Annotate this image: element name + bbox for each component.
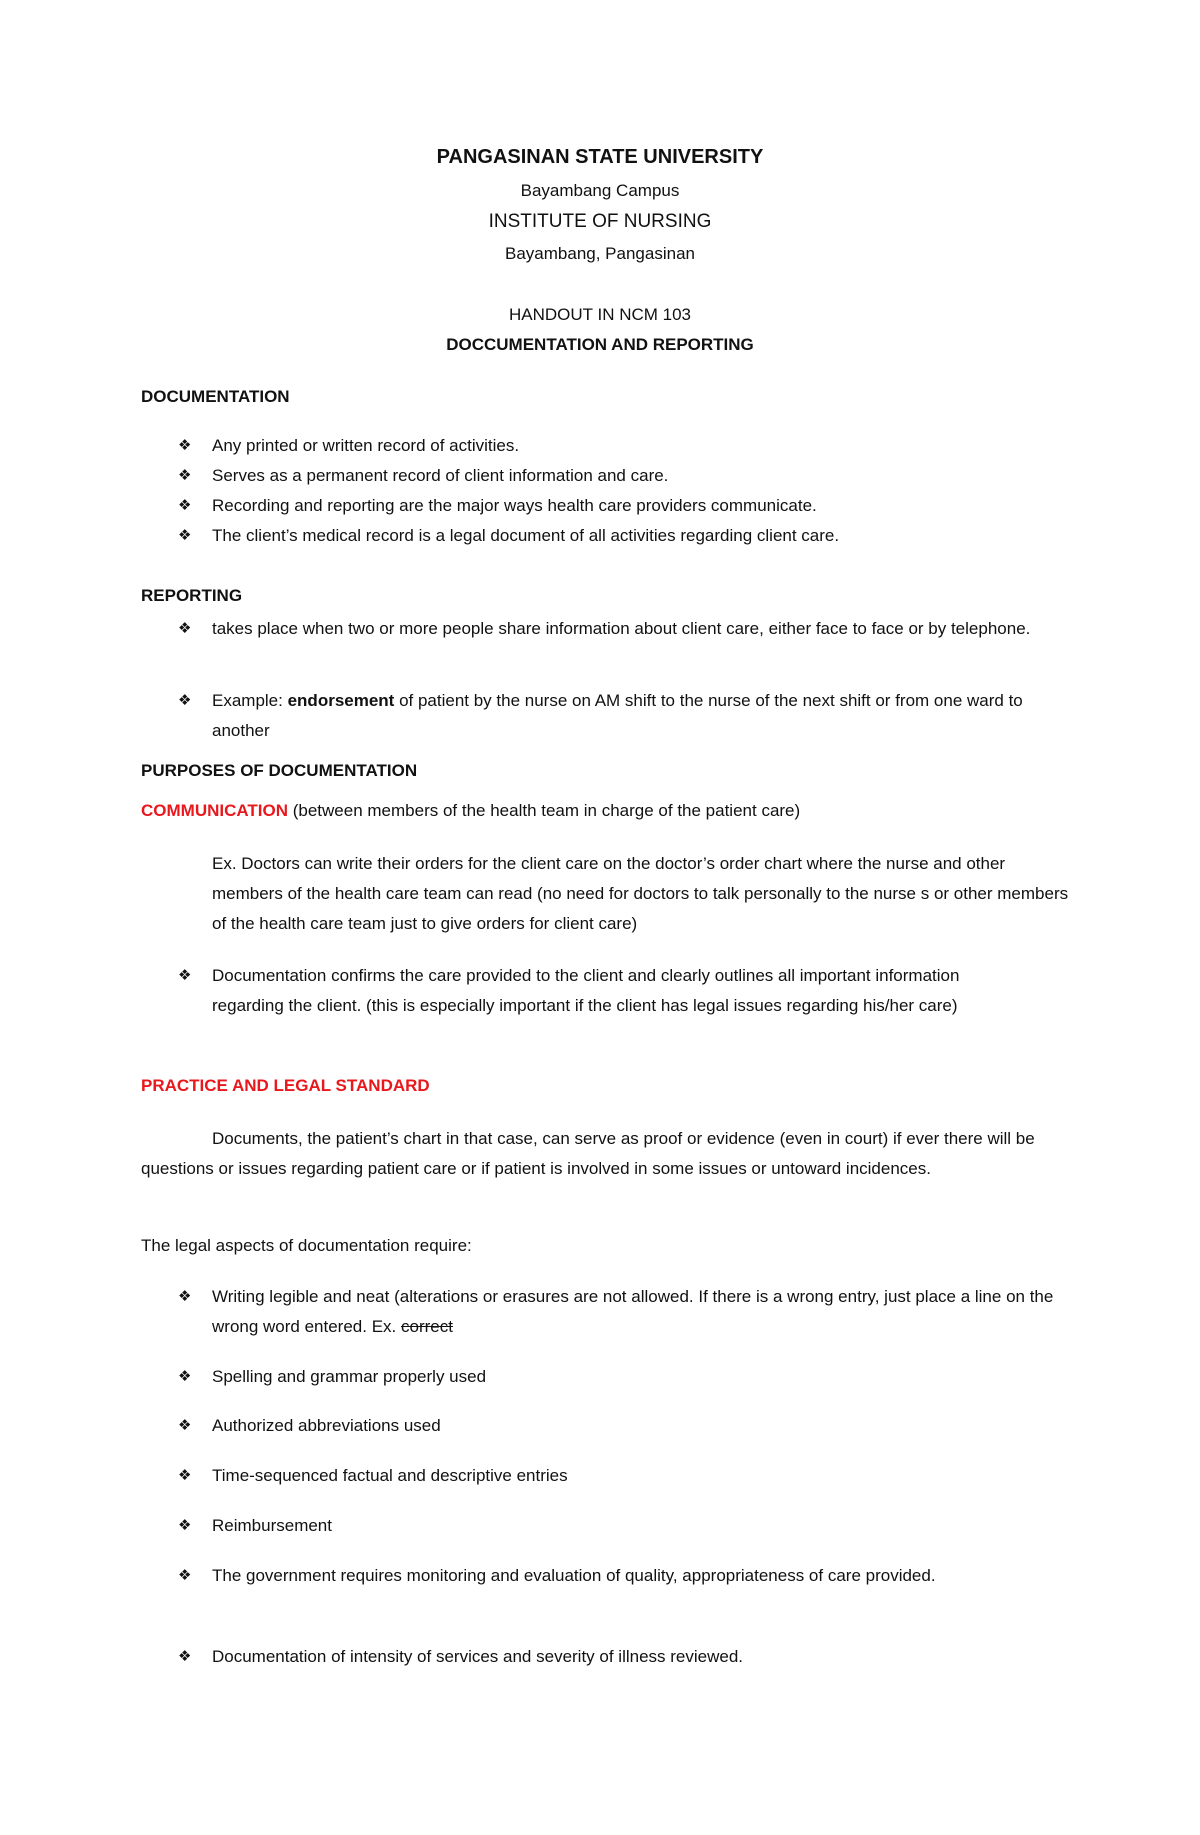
diamond-bullet-icon: ❖ — [178, 1467, 192, 1484]
location: Bayambang, Pangasinan — [505, 244, 695, 263]
university-title: PANGASINAN STATE UNIVERSITY — [436, 146, 764, 168]
diamond-bullet-icon: ❖ — [178, 527, 192, 544]
diamond-bullet-icon: ❖ — [178, 692, 192, 709]
communication-example: Ex. Doctors can write their orders for the client care on the doctor’s order chart where the nurse and other members of the health care team can read (no need for doctors to talk personally to the nurse s or other members of the health care team just to give orders for client care) — [212, 854, 1069, 933]
section-heading-legal: PRACTICE AND LEGAL STANDARD — [141, 1076, 430, 1095]
list-item-text: Documentation confirms the care provided to the client and clearly outlines all important information regarding the client. (this is especially important if the client has legal issues regarding his/her care) — [212, 966, 960, 1015]
endorsement-term: endorsement — [287, 691, 395, 710]
diamond-bullet-icon: ❖ — [178, 620, 192, 637]
communication-line — [141, 801, 1101, 821]
diamond-bullet-icon: ❖ — [178, 967, 192, 984]
legal-paragraph: Documents, the patient’s chart in that case, can serve as proof or evidence (even in court) if ever there will be questions or issues regarding patient care or if patient is involved in some issues or untoward incidences. — [141, 1129, 1035, 1178]
diamond-bullet-icon: ❖ — [178, 437, 192, 454]
list-item-text: The client’s medical record is a legal document of all activities regarding client care. — [212, 526, 840, 545]
writing-item-text: Writing legible and neat (alterations or erasures are not allowed. If there is a wrong entry, just place a line on the wrong word entered. Ex. — [212, 1287, 1054, 1336]
list-item-text: Reimbursement — [212, 1516, 332, 1535]
legal-intro: The legal aspects of documentation require: — [141, 1236, 472, 1255]
diamond-bullet-icon: ❖ — [178, 497, 192, 514]
list-item-text: takes place when two or more people share information about client care, either face to face or by telephone. — [212, 619, 1031, 638]
communication-label: COMMUNICATION — [141, 801, 288, 820]
diamond-bullet-icon: ❖ — [178, 1648, 192, 1665]
list-item-text — [212, 686, 1072, 746]
diamond-bullet-icon: ❖ — [178, 1417, 192, 1434]
list-item-text: Authorized abbreviations used — [212, 1416, 441, 1435]
document-title: DOCCUMENTATION AND REPORTING — [446, 335, 754, 354]
diamond-bullet-icon: ❖ — [178, 1288, 192, 1305]
list-item-text: Time-sequenced factual and descriptive entries — [212, 1466, 568, 1485]
list-item-text: Serves as a permanent record of client information and care. — [212, 466, 669, 485]
campus-name: Bayambang Campus — [520, 181, 680, 200]
list-item-text — [212, 1282, 1062, 1342]
section-heading-documentation: DOCUMENTATION — [141, 387, 290, 406]
struck-word: correct — [400, 1317, 453, 1336]
list-item-text: Recording and reporting are the major ways health care providers communicate. — [212, 496, 817, 515]
diamond-bullet-icon: ❖ — [178, 1368, 192, 1385]
communication-description: (between members of the health team in charge of the patient care) — [288, 801, 801, 820]
institute-name: INSTITUTE OF NURSING — [488, 211, 712, 232]
diamond-bullet-icon: ❖ — [178, 1567, 192, 1584]
list-item-text: Any printed or written record of activities. — [212, 436, 520, 455]
section-heading-reporting: REPORTING — [141, 586, 243, 605]
example-prefix: Example: — [212, 691, 288, 710]
list-item-text: The government requires monitoring and evaluation of quality, appropriateness of care provided. — [212, 1566, 936, 1585]
handout-label: HANDOUT IN NCM 103 — [509, 305, 691, 324]
list-item-text: Documentation of intensity of services and severity of illness reviewed. — [212, 1647, 744, 1666]
diamond-bullet-icon: ❖ — [178, 1517, 192, 1534]
list-item-text: Spelling and grammar properly used — [212, 1367, 487, 1386]
section-heading-purposes: PURPOSES OF DOCUMENTATION — [141, 761, 418, 780]
example-rest: of patient by the nurse on AM shift to the nurse of the next shift or from one ward to another — [212, 691, 1023, 740]
diamond-bullet-icon: ❖ — [178, 467, 192, 484]
